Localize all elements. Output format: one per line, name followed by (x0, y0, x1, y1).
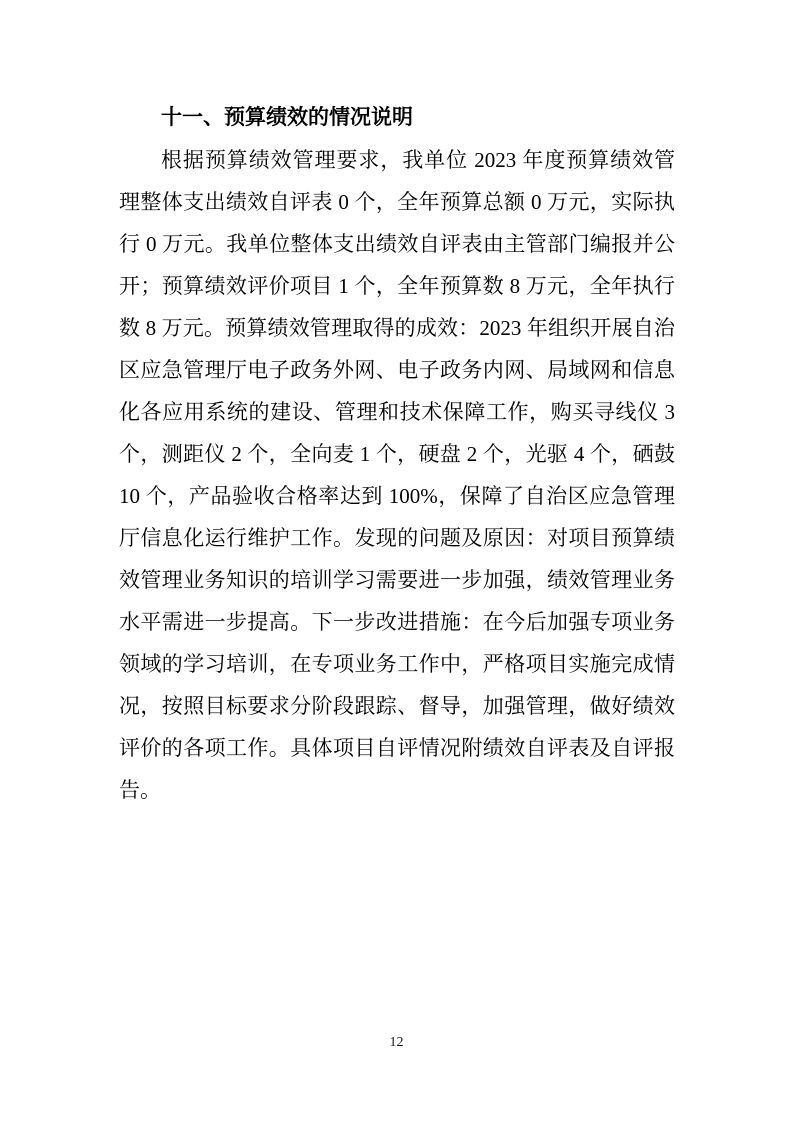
section-heading: 十一、预算绩效的情况说明 (161, 106, 413, 129)
paragraph-line: 厅信息化运行维护工作。发现的问题及原因：对项目预算绩 (119, 526, 675, 550)
paragraph-line: 开；预算绩效评价项目 1 个，全年预算数 8 万元，全年执行 (119, 274, 675, 298)
paragraph-line: 领域的学习培训，在专项业务工作中，严格项目实施完成情 (119, 652, 675, 676)
paragraph-line: 数 8 万元。预算绩效管理取得的成效：2023 年组织开展自治 (119, 316, 675, 340)
paragraph-line: 水平需进一步提高。下一步改进措施：在今后加强专项业务 (119, 610, 675, 634)
paragraph-line: 化各应用系统的建设、管理和技术保障工作，购买寻线仪 3 (119, 400, 675, 424)
page-number: 12 (389, 1035, 404, 1050)
paragraph-line: 区应急管理厅电子政务外网、电子政务内网、局域网和信息 (119, 358, 675, 382)
page-content (119, 97, 675, 811)
paragraph-line: 行 0 万元。我单位整体支出绩效自评表由主管部门编报并公 (119, 232, 675, 256)
paragraph-line: 评价的各项工作。具体项目自评情况附绩效自评表及自评报 (119, 736, 675, 760)
paragraph-line: 告。 (119, 778, 161, 802)
paragraph-line: 理整体支出绩效自评表 0 个，全年预算总额 0 万元，实际执 (119, 190, 675, 214)
body-paragraph (119, 139, 675, 811)
paragraph-line: 根据预算绩效管理要求，我单位 2023 年度预算绩效管 (161, 148, 675, 172)
paragraph-line: 效管理业务知识的培训学习需要进一步加强，绩效管理业务 (119, 568, 675, 592)
paragraph-line: 10 个，产品验收合格率达到 100%，保障了自治区应急管理 (119, 484, 675, 508)
paragraph-line: 个，测距仪 2 个，全向麦 1 个，硬盘 2 个，光驱 4 个，硒鼓 (119, 442, 675, 466)
paragraph-line: 况，按照目标要求分阶段跟踪、督导，加强管理，做好绩效 (119, 694, 675, 718)
